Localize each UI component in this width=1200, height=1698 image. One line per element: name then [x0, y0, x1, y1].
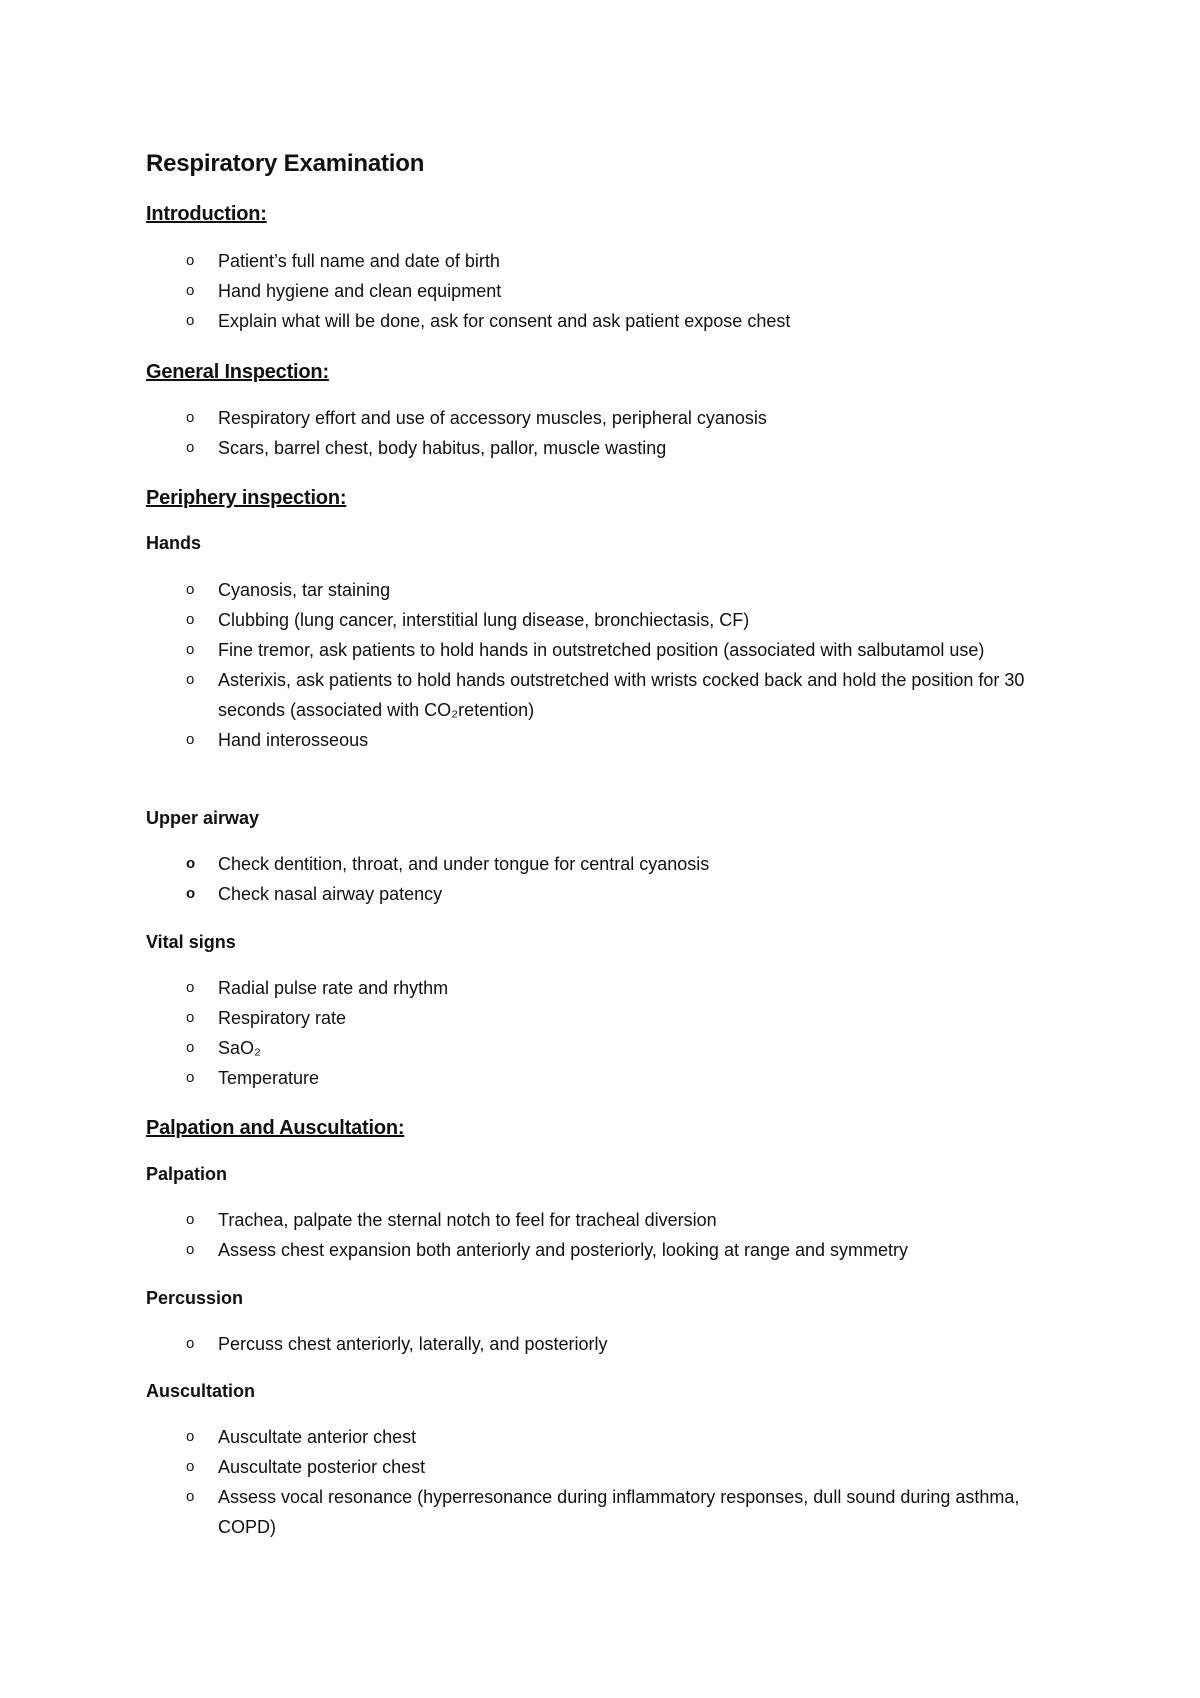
- bullet-icon: o: [186, 1458, 195, 1475]
- hands-list: [0, 575, 1200, 755]
- bullet-icon: o: [186, 1039, 195, 1056]
- bullet-icon: o: [186, 312, 195, 329]
- bullet-icon: o: [186, 671, 195, 688]
- bullet-icon: o: [186, 731, 195, 748]
- list-item: o Assess chest expansion both anteriorly and posteriorly, looking at range and symmetry: [0, 1235, 1068, 1265]
- list-item: o Explain what will be done, ask for consent and ask patient expose chest: [0, 306, 1068, 336]
- list-item: o Check nasal airway patency: [0, 879, 1068, 909]
- introduction-list: [0, 246, 1200, 336]
- list-item: o Percuss chest anteriorly, laterally, and posteriorly: [0, 1329, 1068, 1359]
- list-item: o SaO₂: [0, 1033, 1068, 1063]
- general-inspection-list: [0, 403, 1200, 463]
- bullet-icon: o: [186, 581, 195, 598]
- list-item: o Assess vocal resonance (hyperresonance during inflammatory responses, dull sound during asthma, COPD): [0, 1482, 1068, 1542]
- bullet-icon: o: [186, 1488, 195, 1505]
- list-item: o Fine tremor, ask patients to hold hands in outstretched position (associated with salbutamol use): [0, 635, 1068, 665]
- section-heading-introduction: Introduction:: [146, 203, 267, 225]
- palpation-list: [0, 1205, 1200, 1265]
- list-item: o Auscultate posterior chest: [0, 1452, 1068, 1482]
- list-item: o Scars, barrel chest, body habitus, pallor, muscle wasting: [0, 433, 1068, 463]
- subheading-vital-signs: Vital signs: [146, 932, 236, 952]
- list-item: o Auscultate anterior chest: [0, 1422, 1068, 1452]
- list-item: o Respiratory rate: [0, 1003, 1068, 1033]
- list-item: o Hand interosseous: [0, 725, 1068, 755]
- bullet-icon: o: [186, 1211, 195, 1228]
- subheading-palpation: Palpation: [146, 1164, 228, 1184]
- bullet-icon: o: [186, 1241, 195, 1258]
- bullet-icon: o: [186, 611, 195, 628]
- list-item: o Asterixis, ask patients to hold hands outstretched with wrists cocked back and hold the position for 30 seconds (associated with CO₂retention): [0, 665, 1068, 725]
- subheading-upper-airway: Upper airway: [146, 808, 260, 828]
- list-item: o Respiratory effort and use of accessory muscles, peripheral cyanosis: [0, 403, 1068, 433]
- list-item: o Clubbing (lung cancer, interstitial lung disease, bronchiectasis, CF): [0, 605, 1068, 635]
- section-heading-palpation-auscultation: Palpation and Auscultation:: [146, 1117, 405, 1139]
- vital-signs-list: [0, 973, 1200, 1093]
- upper-airway-list: [0, 849, 1200, 909]
- percussion-list: [0, 1329, 1200, 1359]
- bullet-icon: o: [186, 855, 196, 872]
- bullet-icon: o: [186, 1335, 195, 1352]
- subheading-percussion: Percussion: [146, 1288, 244, 1308]
- bullet-icon: o: [186, 409, 195, 426]
- bullet-icon: o: [186, 1069, 195, 1086]
- bullet-icon: o: [186, 282, 195, 299]
- list-item: o Trachea, palpate the sternal notch to feel for tracheal diversion: [0, 1205, 1068, 1235]
- subheading-auscultation: Auscultation: [146, 1381, 256, 1401]
- section-heading-general-inspection: General Inspection:: [146, 361, 329, 383]
- list-item: o Temperature: [0, 1063, 1068, 1093]
- list-item: o Check dentition, throat, and under tongue for central cyanosis: [0, 849, 1068, 879]
- list-item: o Hand hygiene and clean equipment: [0, 276, 1068, 306]
- bullet-icon: o: [186, 979, 195, 996]
- bullet-icon: o: [186, 1428, 195, 1445]
- bullet-icon: o: [186, 252, 195, 269]
- list-item: o Radial pulse rate and rhythm: [0, 973, 1068, 1003]
- document-title: Respiratory Examination: [146, 150, 425, 177]
- list-item: o Patient’s full name and date of birth: [0, 246, 1068, 276]
- section-heading-periphery-inspection: Periphery inspection:: [146, 487, 347, 509]
- list-item: o Cyanosis, tar staining: [0, 575, 1068, 605]
- bullet-icon: o: [186, 1009, 195, 1026]
- bullet-icon: o: [186, 885, 196, 902]
- subheading-hands: Hands: [146, 533, 202, 553]
- bullet-icon: o: [186, 439, 195, 456]
- auscultation-list: [0, 1422, 1200, 1542]
- bullet-icon: o: [186, 641, 195, 658]
